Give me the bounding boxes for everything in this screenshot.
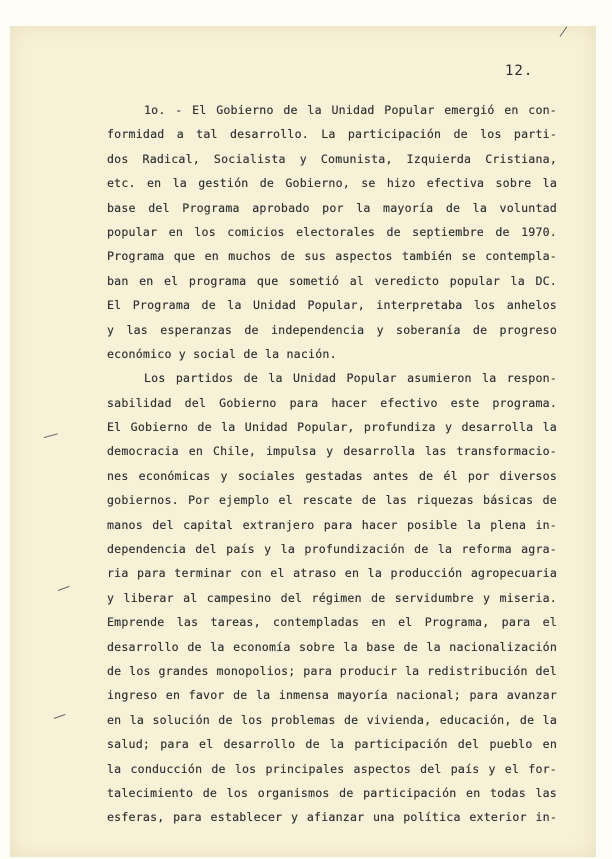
text-line: El Gobierno de la Unidad Popular, profundiza y desarrolla la: [107, 420, 557, 435]
text-line: popular en los comicios electorales de septiembre de 1970.: [107, 224, 557, 239]
text-line: de los grandes monopolios; para producir la redistribución del: [107, 663, 557, 678]
text-line: El Programa de la Unidad Popular, interpretaba los anhelos: [107, 298, 557, 313]
text-line: económico y social de la nación.: [107, 346, 337, 361]
text-line: democracia en Chile, impulsa y desarrolla las transformacio-: [107, 444, 557, 459]
text-line: 1o. - El Gobierno de la Unidad Popular emergió en con-: [144, 103, 557, 117]
paragraph-2: [107, 366, 557, 829]
text-line: ingreso en favor de la inmensa mayoría nacional; para avanzar: [107, 688, 557, 703]
text-line: dependencia del país y la profundización de la reforma agra-: [107, 542, 557, 557]
text-line: salud; para el desarrollo de la participación del pueblo en: [107, 737, 557, 752]
text-line: y las esperanzas de independencia y soberanía de progreso: [107, 322, 557, 337]
text-line: la conducción de los principales aspectos del país y el for-: [107, 761, 557, 776]
text-line: sabilidad del Gobierno para hacer efectivo este programa.: [107, 395, 557, 410]
text-line: Emprende las tareas, contempladas en el Programa, para el: [107, 615, 557, 630]
text-line: Programa que en muchos de sus aspectos también se contempla-: [107, 249, 557, 264]
text-line: ban en el programa que sometió al veredicto popular la DC.: [107, 273, 557, 288]
text-line: dos Radical, Socialista y Comunista, Izquierda Cristiana,: [107, 151, 557, 166]
text-line: gobiernos. Por ejemplo el rescate de las riquezas básicas de: [107, 493, 557, 508]
text-line: en la solución de los problemas de vivienda, educación, de la: [107, 712, 557, 727]
text-line: manos del capital extranjero para hacer posible la plena in-: [107, 517, 557, 532]
text-line: esferas, para establecer y afianzar una política exterior in-: [107, 810, 557, 825]
body-text: [107, 98, 557, 830]
text-line: etc. en la gestión de Gobierno, se hizo efectiva sobre la: [107, 176, 557, 191]
paragraph-1: [107, 98, 557, 366]
text-line: talecimiento de los organismos de participación en todas las: [107, 785, 557, 800]
page-number: 12.: [505, 63, 534, 79]
text-line: ria para terminar con el atraso en la producción agropecuaria: [107, 566, 557, 581]
text-line: base del Programa aprobado por la mayoría de la voluntad: [107, 200, 557, 215]
text-line: Los partidos de la Unidad Popular asumieron la respon-: [144, 371, 557, 386]
text-line: formidad a tal desarrollo. La participación de los parti-: [107, 127, 557, 142]
text-line: desarrollo de la economía sobre la base de la nacionalización: [107, 639, 557, 654]
text-line: y liberar al campesino del régimen de servidumbre y miseria.: [107, 590, 557, 605]
text-line: nes económicas y sociales gestadas antes de él por diversos: [107, 468, 557, 483]
